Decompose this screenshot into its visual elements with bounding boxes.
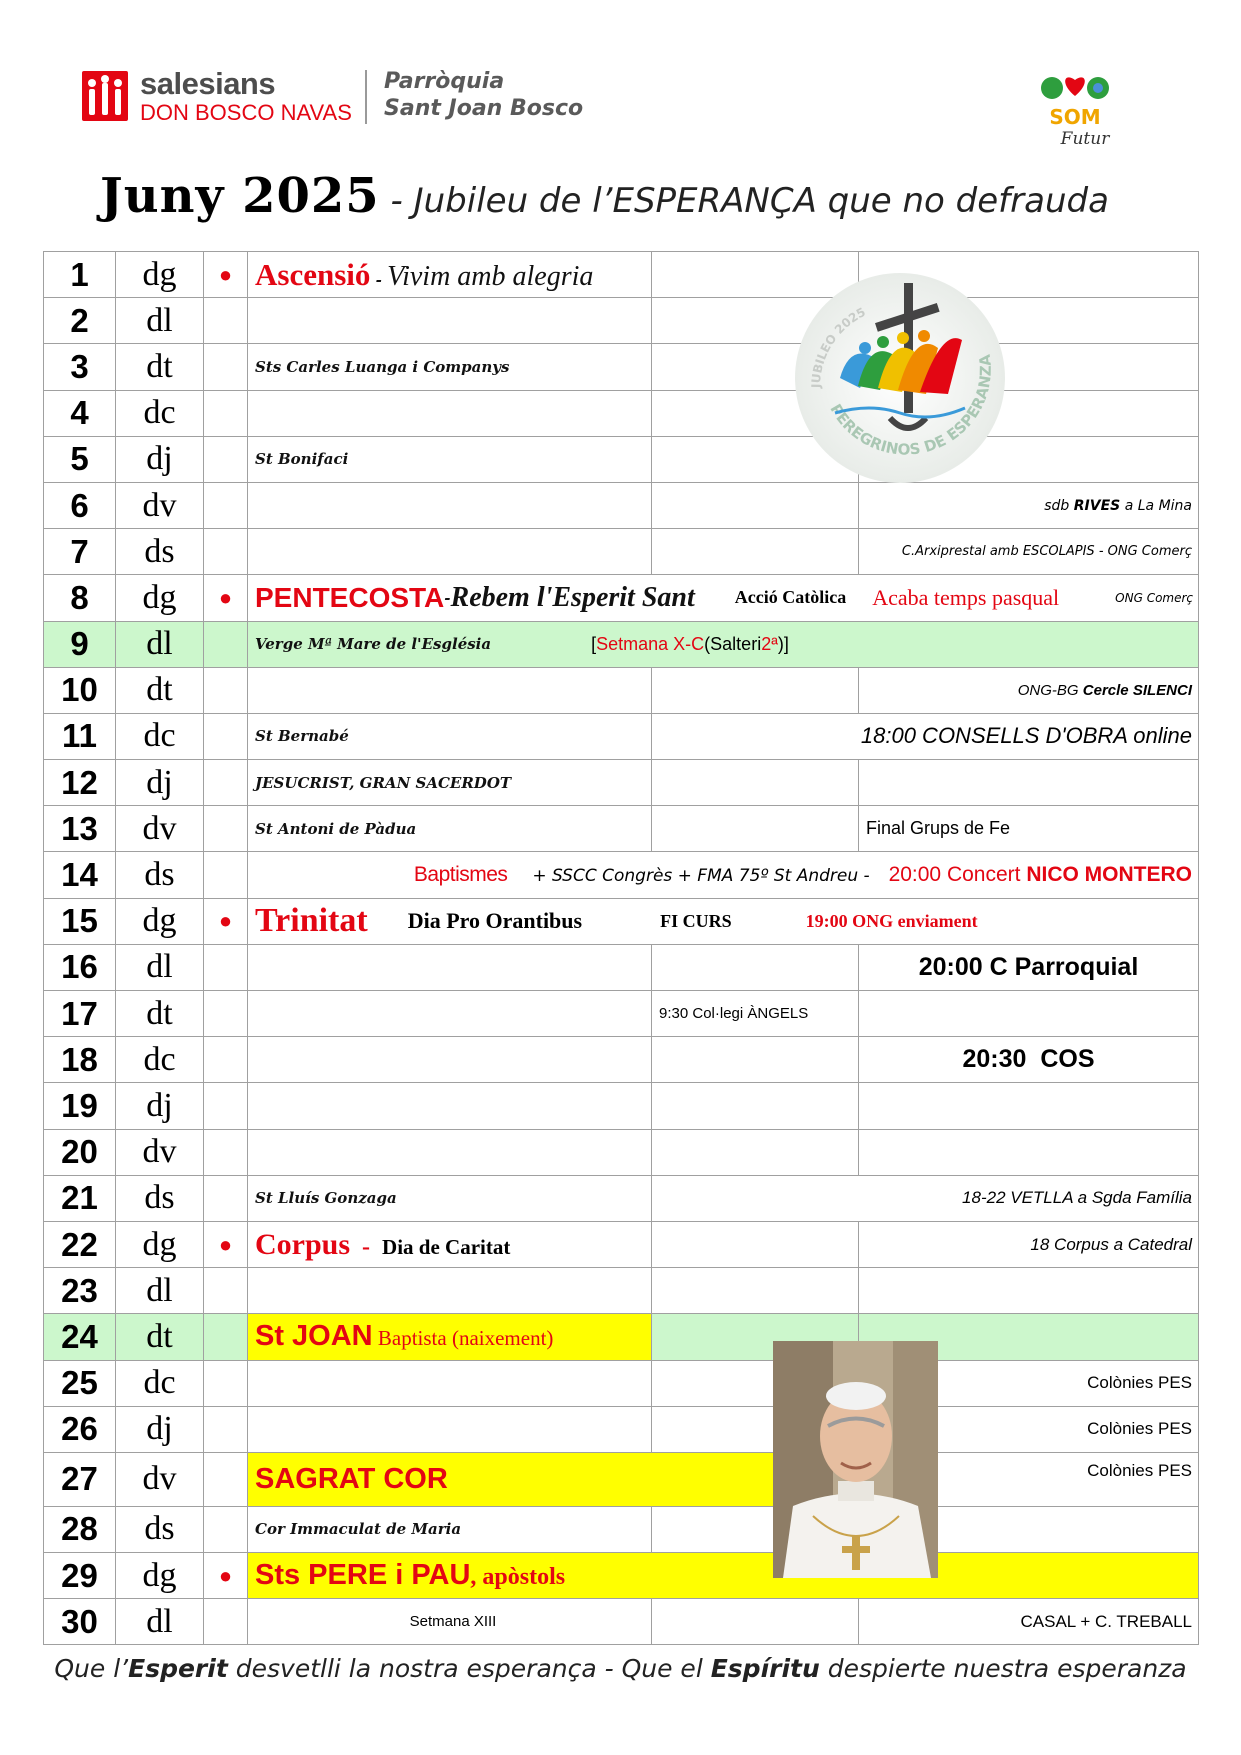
table-row: 21 ds St Lluís Gonzaga 18-22 VETLLA a Sgda Família — [44, 1175, 1199, 1221]
table-row: 17 dt 9:30 Col·legi ÀNGELS — [44, 991, 1199, 1037]
event: 20:00 C Parroquial — [859, 944, 1199, 990]
saint-name: Sts Carles Luanga i Companys — [248, 344, 652, 390]
svg-text:JUBILEO 2025: JUBILEO 2025 — [808, 304, 868, 389]
parish-name: Parròquia Sant Joan Bosco — [384, 69, 584, 122]
celebration: PENTECOSTA - Rebem l'Esperit Sant Acció Catòlica Acaba temps pasqual ONG Comerç — [248, 575, 1199, 621]
celebration: SAGRAT COR — [248, 1452, 859, 1506]
table-row: 16 dl 20:00 C Parroquial — [44, 944, 1199, 990]
event: Final Grups de Fe — [859, 806, 1199, 852]
sunday-dot-icon: ● — [204, 575, 248, 621]
sunday-dot-icon: ● — [204, 1553, 248, 1599]
sunday-dot-icon: ● — [204, 252, 248, 298]
saint-name: St Bonifaci — [248, 436, 652, 482]
event: 20:30 COS — [859, 1037, 1199, 1083]
event: 9:30 Col·legi ÀNGELS — [652, 991, 859, 1037]
sunday-dot-icon: ● — [204, 1221, 248, 1267]
table-row: 4 dc — [44, 390, 1199, 436]
pope-portrait-image — [773, 1341, 938, 1578]
table-row: 14 ds Baptismes + SSCC Congrès + FMA 75º St Andreu - 20:00 Concert NICO MONTERO — [44, 852, 1199, 898]
table-row — [44, 252, 1199, 298]
header-divider — [365, 70, 367, 124]
table-row: 20 dv — [44, 1129, 1199, 1175]
week-label: Setmana XIII — [248, 1599, 652, 1645]
sunday-dot-icon: ● — [204, 898, 248, 944]
page-title: Juny 2025 - Jubileu de l’ESPERANÇA que no defrauda — [100, 168, 1109, 224]
event: Baptismes + SSCC Congrès + FMA 75º St Andreu - 20:00 Concert NICO MONTERO — [248, 852, 1199, 898]
event: Colònies PES — [859, 1452, 1199, 1506]
celebration: Ascensió - Vivim amb alegria — [248, 252, 652, 298]
table-row: 7 ds C.Arxiprestal amb ESCOLAPIS - ONG Comerç — [44, 529, 1199, 575]
table-row: 10 dt ONG-BG Cercle SILENCI — [44, 667, 1199, 713]
table-row: 24 dt St JOAN Baptista (naixement) — [44, 1314, 1199, 1360]
celebration: Sts PERE i PAU, apòstols — [248, 1553, 1199, 1599]
table-row: 12 dj JESUCRIST, GRAN SACERDOT — [44, 760, 1199, 806]
celebration: Corpus - Dia de Caritat — [248, 1221, 652, 1267]
table-row: 28 ds Cor Immaculat de Maria — [44, 1506, 1199, 1552]
weekday: dg — [116, 252, 204, 298]
brand-name: salesians — [140, 66, 276, 101]
table-row: 19 dj — [44, 1083, 1199, 1129]
table-row: 30 dl Setmana XIII CASAL + C. TREBALL — [44, 1599, 1199, 1645]
som-futur-logo — [1030, 72, 1120, 162]
svg-text:Futur: Futur — [1060, 129, 1110, 149]
table-row: 6 dv sdb RIVES a La Mina — [44, 482, 1199, 528]
event: 18 Corpus a Catedral — [859, 1221, 1199, 1267]
jubilee-2025-logo — [780, 268, 1020, 488]
table-row: 9 dl Verge Mª Mare de l'Església [ Setmana X-C (Salteri 2ª )] — [44, 621, 1199, 667]
table-row: 15 dg ● Trinitat Dia Pro Orantibus FI CURS 19:00 ONG enviament — [44, 898, 1199, 944]
event: Colònies PES — [859, 1360, 1199, 1406]
calendar-table — [43, 251, 1199, 1645]
table-row: 27 dv SAGRAT COR Colònies PES — [44, 1452, 1199, 1506]
table-row: 18 dc 20:30 COS — [44, 1037, 1199, 1083]
event: CASAL + C. TREBALL — [859, 1599, 1199, 1645]
svg-text:PEREGRINOS DE ESPERANZA: PEREGRINOS DE ESPERANZA — [826, 353, 995, 459]
salesians-emblem-icon — [82, 71, 128, 121]
table-row: 22 dg ● Corpus - Dia de Caritat 18 Corpus a Catedral — [44, 1221, 1199, 1267]
table-row: 29 dg ● Sts PERE i PAU, apòstols — [44, 1553, 1199, 1599]
salesians-logo — [82, 66, 352, 125]
footer-motto: Que l’Esperit desvetlli la nostra esperança - Que el Espíritu despierte nuestra esperanza — [54, 1654, 1187, 1683]
table-row: 5 dj St Bonifaci — [44, 436, 1199, 482]
celebration: St JOAN Baptista (naixement) — [248, 1314, 652, 1360]
celebration: Trinitat Dia Pro Orantibus FI CURS 19:00 ONG enviament — [248, 898, 1199, 944]
table-row: 13 dv St Antoni de Pàdua Final Grups de Fe — [44, 806, 1199, 852]
day-number: 1 — [44, 252, 116, 298]
event: sdb RIVES a La Mina — [859, 482, 1199, 528]
event: 18-22 VETLLA a Sgda Família — [652, 1175, 1199, 1221]
table-row: 23 dl — [44, 1268, 1199, 1314]
event: ONG-BG Cercle SILENCI — [859, 667, 1199, 713]
table-row: 11 dc St Bernabé 18:00 CONSELLS D'OBRA online — [44, 713, 1199, 759]
svg-text:SOM: SOM — [1049, 105, 1101, 129]
table-row: 2 dl — [44, 298, 1199, 344]
table-row: 26 dj Colònies PES — [44, 1406, 1199, 1452]
table-row: 8 dg ● PENTECOSTA - Rebem l'Esperit Sant Acció Catòlica Acaba temps pasqual ONG Comerç — [44, 575, 1199, 621]
event: C.Arxiprestal amb ESCOLAPIS - ONG Comerç — [859, 529, 1199, 575]
event: Colònies PES — [859, 1406, 1199, 1452]
table-row: 25 dc Colònies PES — [44, 1360, 1199, 1406]
event: 18:00 CONSELLS D'OBRA online — [652, 713, 1199, 759]
brand-subtitle: DON BOSCO NAVAS — [140, 100, 352, 125]
table-row: 3 dt Sts Carles Luanga i Companys — [44, 344, 1199, 390]
